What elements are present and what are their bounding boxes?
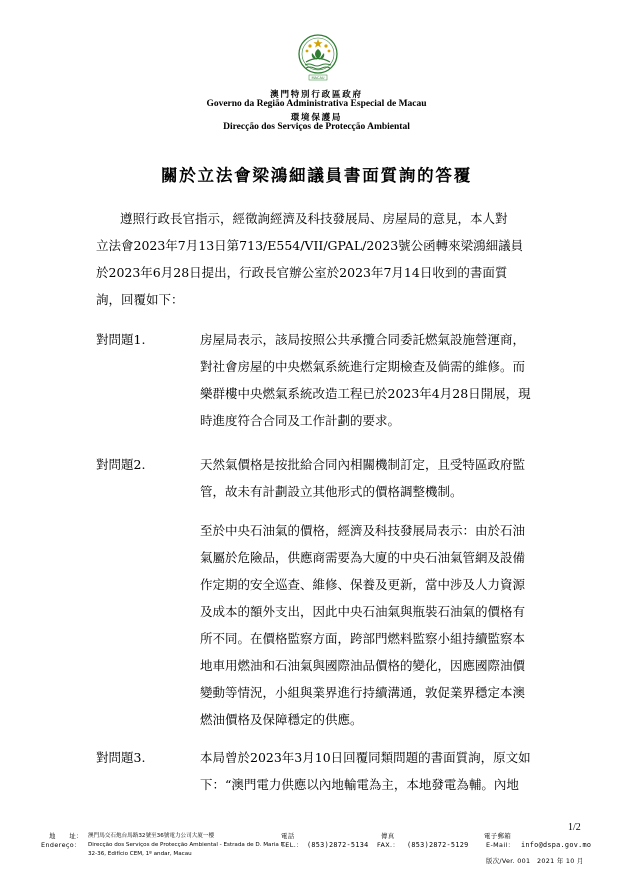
answer-line: 及成本的額外支出，因此中央石油氣與瓶裝石油氣的價格有: [200, 604, 526, 619]
page-number: 1/2: [568, 822, 581, 833]
footer-fax-label-pt: FAX.：: [377, 841, 400, 849]
footer-email[interactable]: info@dspa.gov.mo: [521, 841, 592, 849]
footer-fax-number: (853)2872-5129: [407, 841, 469, 849]
intro-line: 立法會2023年7月13日第713/E554/VII/GPAL/2023號公函轉來梁鴻細議員: [96, 238, 524, 253]
answer-1-label: 對問題1.: [96, 332, 146, 347]
footer-address-label-cn: 地 址：: [49, 832, 83, 840]
answer-line: 天然氣價格是按批給合同內相關機制訂定，且受特區政府監: [200, 457, 526, 472]
footer-email-label-cn: 電子郵箱: [484, 832, 512, 840]
answer-3-label: 對問題3.: [96, 750, 146, 765]
answer-line: 本局曾於2023年3月10日回覆同類問題的書面質詢，原文如: [200, 750, 531, 765]
footer-phone-label-cn: 電話: [281, 832, 295, 840]
intro-line: 於2023年6月28日提出，行政長官辦公室於2023年7月14日收到的書面質: [96, 265, 508, 280]
header-dept-pt: Direcção dos Serviços de Protecção Ambiental: [223, 122, 410, 132]
header-org-pt: Governo da Região Administrativa Especial de Macau: [206, 99, 427, 109]
footer-phone-label-pt: TEL.：: [281, 841, 303, 849]
version-info: 版次/Ver. 001 2021 年 10 月: [486, 857, 584, 865]
answer-line: 氣屬於危險品，供應商需要為大廈的中央石油氣管網及設備: [200, 550, 526, 565]
answer-2-label: 對問題2.: [96, 457, 146, 472]
answer-line: 對社會房屋的中央燃氣系統進行定期檢查及倘需的維修。而: [200, 359, 526, 374]
document-title: 關於立法會梁鴻細議員書面質詢的答覆: [160, 166, 473, 185]
answer-line: 管，故未有計劃設立其他形式的價格調整機制。: [200, 484, 463, 499]
footer-address-pt-line-2: 32-36, Edifício CEM, 1º andar, Macau: [88, 851, 192, 857]
answer-line: 樂群樓中央燃氣系統改造工程已於2023年4月28日開展，現: [200, 386, 531, 401]
footer-address-pt-line-1: Direcção dos Serviços de Protecção Ambiental - Estrada de D. Maria II,: [88, 842, 286, 848]
answer-line: 作定期的安全巡查、維修、保養及更新，當中涉及人力資源: [200, 577, 526, 592]
macau-emblem-logo: [296, 33, 340, 83]
answer-2-paragraph-2: [200, 517, 590, 733]
answer-line: 房屋局表示，該局按照公共承攬合同委託燃氣設施營運商，: [200, 332, 526, 347]
answer-line: 燃油價格及保障穩定的供應。: [200, 712, 363, 727]
footer-address-label-pt: Endereço：: [41, 841, 81, 849]
footer-email-label-pt: E-Mail：: [486, 841, 515, 849]
answer-2-paragraph-1: [200, 451, 590, 505]
answer-line: 地車用燃油和石油氣與國際油品價格的變化，因應國際油價: [200, 658, 526, 673]
answer-line: 變動等情況，小組與業界進行持續溝通，敦促業界穩定本澳: [200, 685, 526, 700]
answer-line: 下：“澳門電力供應以內地輸電為主，本地發電為輔。內地: [200, 777, 519, 792]
svg-text:MACAU: MACAU: [311, 76, 325, 80]
footer-fax-label-cn: 傳真: [381, 832, 395, 840]
footer-address-cn: 澳門馬交石炮台馬路32號至36號電力公司大廈一樓: [88, 833, 215, 839]
intro-paragraph: [96, 205, 590, 313]
answer-line: 時進度符合合同及工作計劃的要求。: [200, 413, 401, 428]
header-dept-cn: 環境保護局: [290, 113, 343, 123]
answer-line: 所不同。在價格監察方面，跨部門燃料監察小組持續監察本: [200, 631, 526, 646]
answer-line: 至於中央石油氣的價格，經濟及科技發展局表示：由於石油: [200, 523, 526, 538]
footer-phone-number: (853)2872-5134: [307, 841, 369, 849]
answer-1-paragraph: [200, 326, 590, 434]
intro-line: 詢，回覆如下：: [96, 292, 184, 307]
header-org-cn: 澳門特別行政區政府: [270, 90, 363, 100]
intro-line: 遵照行政長官指示，經徵詢經濟及科技發展局、房屋局的意見，本人對: [120, 211, 508, 226]
answer-3-paragraph: [200, 744, 590, 798]
